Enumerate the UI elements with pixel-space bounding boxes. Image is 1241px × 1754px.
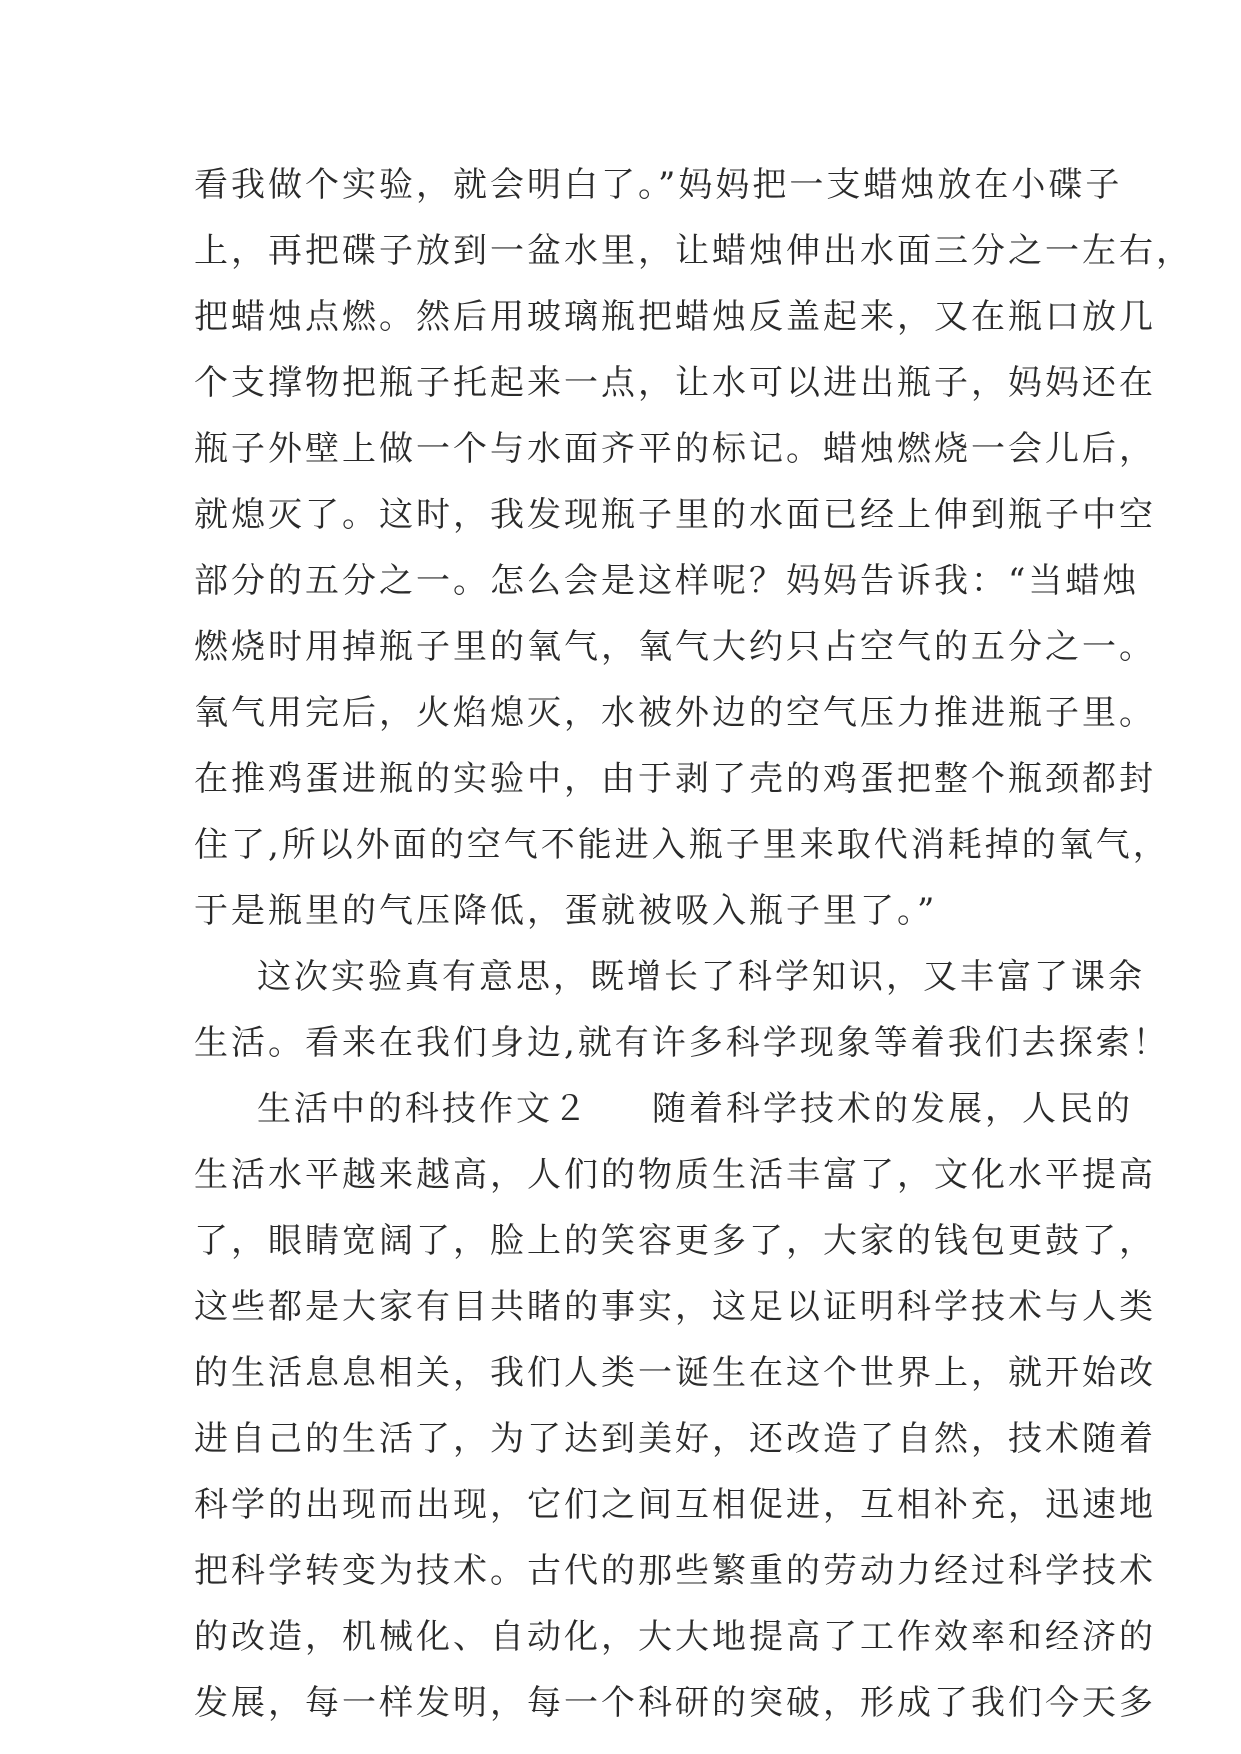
text-line: 于是瓶里的气压降低，蛋就被吸入瓶子里了。” <box>194 891 938 931</box>
text-line: 生活水平越来越高，人们的物质生活丰富了，文化水平提高 <box>194 1155 1156 1195</box>
text-line: 科学的出现而出现，它们之间互相促进，互相补充，迅速地 <box>194 1485 1156 1525</box>
text-line: 氧气用完后，火焰熄灭，水被外边的空气压力推进瓶子里。 <box>194 693 1156 733</box>
text-line: 的改造，机械化、自动化，大大地提高了工作效率和经济的 <box>194 1617 1156 1657</box>
text-line: 部分的五分之一。怎么会是这样呢？妈妈告诉我：“当蜡烛 <box>194 561 1140 601</box>
text-line: 住了,所以外面的空气不能进入瓶子里来取代消耗掉的氧气， <box>194 825 1170 865</box>
text-line: 生活。看来在我们身边,就有许多科学现象等着我们去探索！ <box>194 1023 1170 1063</box>
section-heading-line <box>194 1076 1133 1142</box>
text-line: 燃烧时用掉瓶子里的氧气，氧气大约只占空气的五分之一。 <box>194 627 1156 667</box>
paragraph-first-line: 这次实验真有意思，既增长了科学知识，又丰富了课余 <box>257 957 1145 997</box>
text-line: 就熄灭了。这时，我发现瓶子里的水面已经上伸到瓶子中空 <box>194 495 1156 535</box>
document-body <box>194 152 1193 1736</box>
text-line: 这些都是大家有目共睹的事实，这足以证明科学技术与人类 <box>194 1287 1156 1327</box>
text-line: 的生活息息相关，我们人类一诞生在这个世界上，就开始改 <box>194 1353 1156 1393</box>
section-title: 生活中的科技作文２ <box>257 1089 590 1129</box>
text-line: 把蜡烛点燃。然后用玻璃瓶把蜡烛反盖起来，又在瓶口放几 <box>194 297 1156 337</box>
text-line: 了，眼睛宽阔了，脸上的笑容更多了，大家的钱包更鼓了， <box>194 1221 1156 1261</box>
text-line: 在推鸡蛋进瓶的实验中，由于剥了壳的鸡蛋把整个瓶颈都封 <box>194 759 1156 799</box>
paragraph-start: 随着科学技术的发展，人民的 <box>652 1089 1133 1129</box>
text-line: 个支撑物把瓶子托起来一点，让水可以进出瓶子，妈妈还在 <box>194 363 1156 403</box>
text-line: 上，再把碟子放到一盆水里，让蜡烛伸出水面三分之一左右， <box>194 231 1193 271</box>
text-line: 瓶子外壁上做一个与水面齐平的标记。蜡烛燃烧一会儿后， <box>194 429 1156 469</box>
text-line: 看我做个实验，就会明白了。”妈妈把一支蜡烛放在小碟子 <box>194 165 1123 205</box>
text-line: 发展，每一样发明，每一个科研的突破，形成了我们今天多 <box>194 1683 1156 1723</box>
text-line: 进自己的生活了，为了达到美好，还改造了自然，技术随着 <box>194 1419 1156 1459</box>
text-line: 把科学转变为技术。古代的那些繁重的劳动力经过科学技术 <box>194 1551 1156 1591</box>
